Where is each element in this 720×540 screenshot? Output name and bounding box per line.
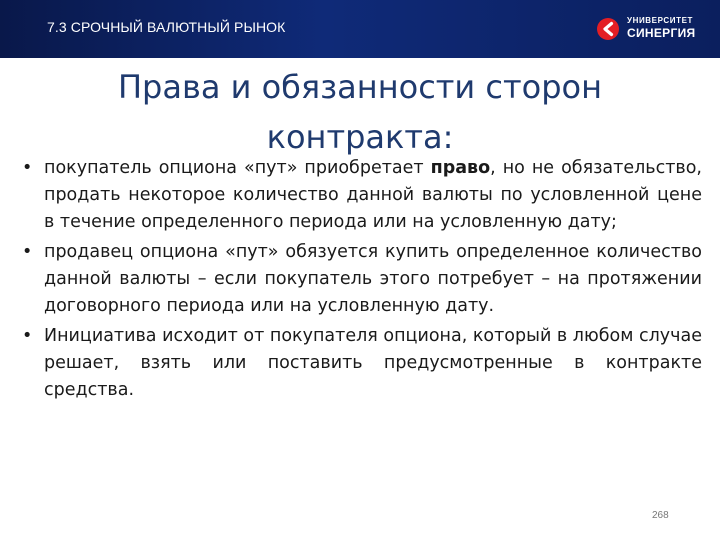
- bullet-item-put-buyer-right: [18, 155, 702, 236]
- bullet-list: [18, 155, 702, 407]
- synergy-logo-icon: [596, 17, 620, 41]
- university-logo: [596, 14, 708, 44]
- header-band: [0, 0, 720, 58]
- title-line-1: Права и обязанности сторон: [117, 68, 603, 106]
- logo-line-synergy: СИНЕРГИЯ: [627, 26, 696, 40]
- bullet-item-initiative: [18, 323, 702, 404]
- logo-line-university: УНИВЕРСИТЕТ: [627, 16, 693, 25]
- bullet-marker: •: [22, 326, 33, 346]
- bullet-item-put-seller-obligation: [18, 239, 702, 320]
- bullet-text: продавец опциона «пут» обязуется купить определенное количество данной валюты – если покупатель этого потребует – на протяжении договорного периода или на условленную дату.: [44, 242, 702, 316]
- slide-title: [60, 62, 660, 162]
- bullet-marker: •: [22, 158, 33, 178]
- page-number: 268: [652, 510, 669, 521]
- bullet-bold-term: право: [430, 158, 491, 178]
- bullet-marker: •: [22, 242, 33, 262]
- title-line-2: контракта:: [266, 118, 454, 156]
- bullet-text-part: , но не обязательство, продать некоторое количество данной валюты по условленной цене в течение определенного периода или на условленную дату;: [44, 158, 702, 232]
- bullet-text-part: покупатель опциона «пут» приобретает: [44, 158, 431, 178]
- logo-text: [627, 17, 695, 39]
- bullet-text: Инициатива исходит от покупателя опциона, который в любом случае решает, взять или поставить предусмотренные в контракте средства.: [44, 326, 702, 400]
- section-label: 7.3 СРОЧНЫЙ ВАЛЮТНЫЙ РЫНОК: [47, 19, 286, 35]
